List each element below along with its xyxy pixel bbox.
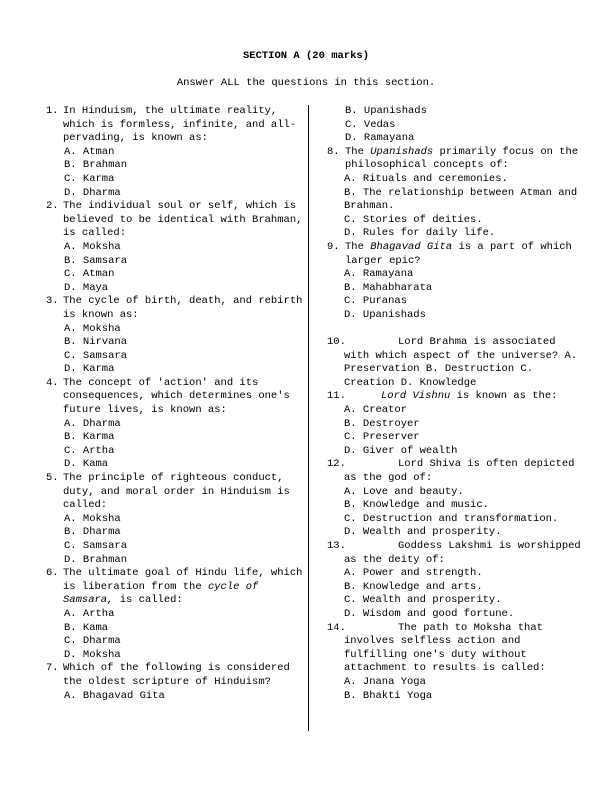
question-14 (327, 622, 587, 704)
instructions: Answer ALL the questions in this section. (176, 77, 436, 89)
question-stem: The Bhagavad Gita is a part of which larger epic? (345, 240, 572, 267)
option-b: B. Bhakti Yoga (344, 689, 433, 702)
option-a: A. Artha (64, 607, 115, 620)
spacer (327, 323, 587, 337)
left-column (46, 105, 304, 703)
option-c: C. Stories of deities. (344, 213, 483, 226)
option-a: A. Moksha (64, 512, 121, 525)
question-10 (327, 336, 587, 390)
question-5 (46, 472, 304, 567)
question-number: 2. (46, 200, 59, 213)
option-c: C. Samsara (64, 540, 128, 552)
question-number: 5. (46, 472, 59, 485)
question-stem: Goddess Lakshmi is worshipped as the deity of: (344, 540, 581, 566)
question-number: 13. (327, 540, 346, 552)
option-c: C. Samsara (64, 349, 128, 362)
section-title: SECTION A (20 marks) (242, 50, 370, 62)
question-stem: The path to Moksha that involves selfless action and fulfilling one's duty without attachment to results is called: (344, 621, 546, 675)
question-12 (327, 458, 587, 540)
question-number: 1. (46, 105, 59, 117)
question-number: 9. (327, 240, 340, 253)
option-c: C. Karma (64, 172, 115, 185)
option-a: A. Love and beauty. (344, 485, 464, 498)
option-c: C. Dharma (64, 635, 121, 648)
option-d: D. Rules for daily life. (344, 227, 496, 240)
option-c: C. Puranas (344, 295, 408, 308)
option-c: C. Destruction and transformation. (344, 512, 559, 525)
question-6 (46, 567, 304, 662)
question-stem: The concept of 'action' and its consequences, which determines one's future lives, is known as: (63, 376, 290, 417)
question-number: 3. (46, 295, 59, 308)
option-b: B. Destroyer (344, 417, 420, 430)
option-a: A. Dharma (64, 417, 121, 430)
question-3 (46, 295, 304, 377)
column-divider (308, 105, 309, 731)
option-d: D. Brahman (64, 553, 128, 566)
option-b: B. Knowledge and music. (344, 499, 489, 512)
question-stem: The individual soul or self, which is believed to be identical with Brahman, is called: (63, 200, 303, 240)
question-number: 11. (327, 390, 346, 403)
option-c: C. Preserver (344, 431, 420, 444)
option-a: A. Moksha (64, 240, 121, 253)
option-c: C. Wealth and prosperity. (344, 594, 502, 607)
question-number: 4. (46, 376, 59, 389)
option-a: A. Bhagavad Gita (64, 689, 165, 702)
option-a: A. Power and strength. (344, 567, 483, 580)
question-8 (327, 146, 587, 241)
option-c: C. Artha (64, 444, 115, 457)
question-13 (327, 540, 587, 622)
question-9 (327, 241, 587, 323)
question-7 (46, 662, 304, 703)
question-number: 8. (327, 145, 340, 158)
question-1 (46, 105, 304, 200)
option-b: B. Samsara (64, 254, 128, 267)
option-d: D. Upanishads (344, 308, 426, 321)
option-b: B. Nirvana (64, 336, 128, 349)
option-c: C. Atman (64, 268, 115, 281)
option-a: A. Creator (344, 404, 408, 417)
option-d: D. Maya (64, 281, 109, 294)
option-d: D. Karma (64, 363, 115, 376)
question-stem: The ultimate goal of Hindu life, which is liberation from the cycle of Samsara, is called: (63, 567, 303, 607)
option-a: A. Moksha (64, 322, 121, 335)
question-text: Lord Brahma is associated with which aspect of the universe? A. Preservation B. Destruction C. Creation D. Knowledge (344, 336, 578, 389)
option-b: B. Brahman (64, 159, 128, 172)
question-stem: Which of the following is considered the oldest scripture of Hinduism? (63, 662, 290, 688)
question-number: 14. (327, 621, 346, 634)
option-a: A. Rituals and ceremonies. (344, 172, 508, 185)
question-number: 12. (327, 458, 346, 471)
option-a: A. Atman (64, 145, 115, 158)
option-d: D. Wisdom and good fortune. (344, 607, 515, 620)
option-d: D. Kama (64, 458, 109, 471)
option-a: A. Ramayana (344, 268, 414, 281)
option-b: B. Knowledge and arts. (344, 580, 483, 593)
option-b: B. The relationship between Atman and Brahman. (344, 186, 584, 213)
option-b: B. Dharma (64, 526, 121, 539)
question-7-continued (327, 105, 587, 146)
question-number: 6. (46, 567, 59, 580)
option-d: D. Wealth and prosperity. (344, 526, 502, 539)
question-stem: Lord Shiva is often depicted as the god of: (344, 458, 575, 485)
question-stem: The Upanishads primarily focus on the philosophical concepts of: (345, 145, 579, 172)
option-b: B. Karma (64, 431, 115, 444)
option-b: B. Upanishads (345, 105, 427, 117)
right-column (327, 105, 587, 703)
option-a: A. Jnana Yoga (344, 675, 426, 688)
question-stem: The principle of righteous conduct, duty, and moral order in Hinduism is called: (63, 472, 290, 512)
option-d: D. Moksha (64, 648, 121, 661)
question-4 (46, 377, 304, 472)
option-b: B. Mahabharata (344, 281, 433, 294)
question-2 (46, 200, 304, 295)
option-d: D. Dharma (64, 186, 121, 199)
question-stem: In Hinduism, the ultimate reality, which is formless, infinite, and all-pervading, is known as: (63, 105, 297, 145)
option-d: D. Giver of wealth (344, 444, 458, 457)
question-number: 7. (46, 662, 59, 675)
question-stem: The cycle of birth, death, and rebirth is known as: (63, 295, 303, 321)
question-number: 10. (327, 336, 346, 349)
question-stem: Lord Vishnu is known as the: (381, 390, 558, 403)
option-c: C. Vedas (345, 118, 396, 131)
question-11 (327, 390, 587, 458)
option-b: B. Kama (64, 621, 109, 634)
option-d: D. Ramayana (345, 132, 415, 145)
